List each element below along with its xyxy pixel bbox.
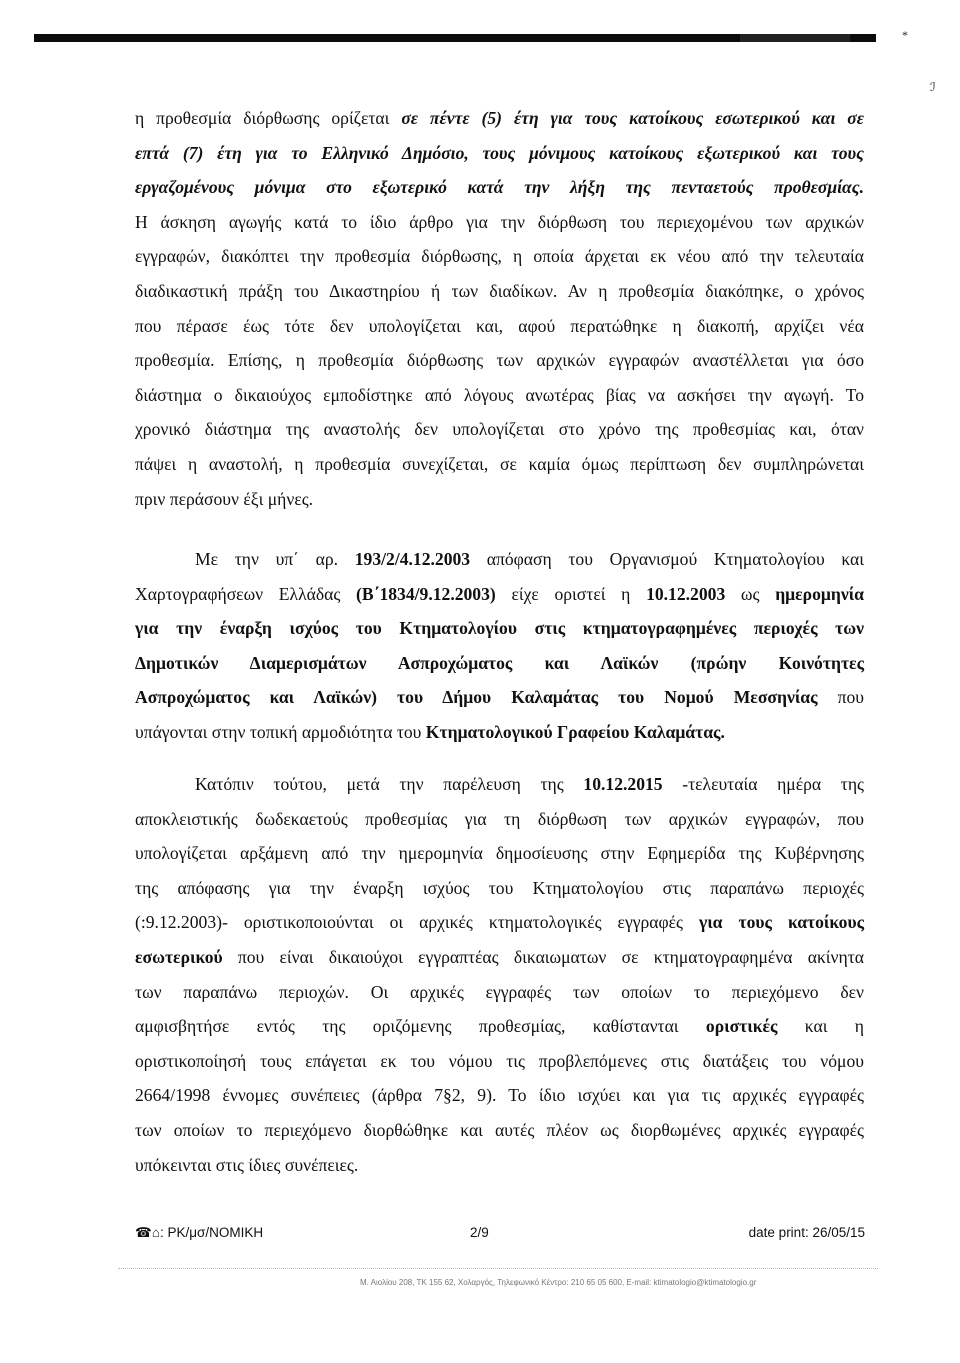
- corner-mark-top: *: [902, 28, 908, 42]
- corner-mark-side: ℐ: [930, 80, 936, 94]
- footer-date-print: date print: 26/05/15: [748, 1225, 865, 1240]
- paragraph-deadline-rules: η προθεσμία διόρθωσης ορίζεται σε πέντε (5) έτη για τους κατοίκους εσωτερικού και σε επτά (7) έτη για το Ελληνικό Δημόσιο, τους μόνιμους κατοίκους εξωτερικού και τους εργαζομένους μόνιμα στο εξωτερικό κατά την λήξη της πενταετούς προθεσμίας. Η άσκηση αγωγής κατά το ίδιο άρθρο για την διόρθωση του περιεχομένου των αρχικών εγγραφών, διακόπτει την προθεσμία διόρθωσης, η οποία άρχεται εκ νέου από την τελευταία διαδικαστική πράξη του Δικαστηρίου ή των διαδίκων. Αν η προθεσμία διακόπηκε, ο χρόνος που πέρασε έως τότε δεν υπολογίζεται και, αφού περατώθηκε η διακοπή, αρχίζει νέα προθεσμία. Επίσης, η προθεσμία διόρθωσης των αρχικών εγγραφών αναστέλλεται για όσο διάστημα ο δικαιούχος εμποδίστηκε από λόγους ανωτέρας βίας να ασκήσει την αγωγή. Το χρονικό διάστημα της αναστολής δεν υπολογίζεται στο χρόνο της προθεσμίας και, όταν πάψει η αναστολή, η προθεσμία συνεχίζεται, σε καμία όμως περίπτωση δεν συμπληρώνεται πριν περάσουν έξι μήνες.: [135, 108, 864, 509]
- top-rule-tail: [740, 34, 850, 42]
- footer-address: Μ. Αιολίου 208, ΤΚ 155 62, Χολαργός, Τηλεφωνικό Κέντρο: 210 65 05 600, E-mail: ktimatologio@ktimatologio.gr: [360, 1278, 757, 1287]
- paragraph-decision-reference: Με την υπ΄ αρ. 193/2/4.12.2003 απόφαση του Οργανισμού Κτηματολογίου και Χαρτογραφήσεων Ελλάδας (Β΄1834/9.12.2003) είχε οριστεί η 10.12.2003 ως ημερομηνία για την έναρξη ισχύος του Κτηματολογίου στις κτηματογραφημένες περιοχές των Δημοτικών Διαμερισμάτων Ασπροχώματος και Λαϊκών (πρώην Κοινότητες Ασπροχώματος και Λαϊκών) του Δήμου Καλαμάτας του Νομού Μεσσηνίας που υπάγονται στην τοπική αρμοδιότητα του Κτηματολογικού Γραφείου Καλαμάτας.: [135, 549, 865, 742]
- footer-page-number: 2/9: [470, 1225, 489, 1240]
- footer-divider: [118, 1268, 878, 1269]
- paragraph-finalization: Κατόπιν τούτου, μετά την παρέλευση της 10.12.2015 -τελευταία ημέρα της αποκλειστικής δωδεκαετούς προθεσμίας για τη διόρθωση των αρχικών εγγραφών, που υπολογίζεται αρξάμενη από την ημερομηνία δημοσίευσης στην Εφημερίδα της Κυβέρνησης της απόφασης για την έναρξη ισχύος του Κτηματολογίου στις παραπάνω περιοχές (:9.12.2003)- οριστικοποιούνται οι αρχικές κτηματολογικές εγγραφές για τους κατοίκους εσωτερικού που είναι δικαιούχοι εγγραπτέας δικαιωματων σε κτηματογραφημένα ακίνητα των παραπάνω περιοχών. Οι αρχικές εγγραφές των οποίων το περιεχόμενο δεν αμφισβητήσε εντός της οριζόμενης προθεσμίας, καθίστανται οριστικές και η οριστικοποίησή τους επάγεται εκ του νόμου τις προβλεπόμενες στις διατάξεις του νόμου 2664/1998 έννομες συνέπειες (άρθρα 7§2, 9). Το ίδιο ισχύει και για τις αρχικές εγγραφές των οποίων το περιεχόμενο διορθώθηκε και αυτές πλέον ως διορθωμένες αρχικές εγγραφές υπόκεινται στις ίδιες συνέπειες.: [135, 774, 865, 1175]
- page-footer: [135, 1225, 865, 1247]
- footer-reference: ☎⌂: ΡΚ/μσ/ΝΟΜΙΚΗ: [135, 1225, 264, 1240]
